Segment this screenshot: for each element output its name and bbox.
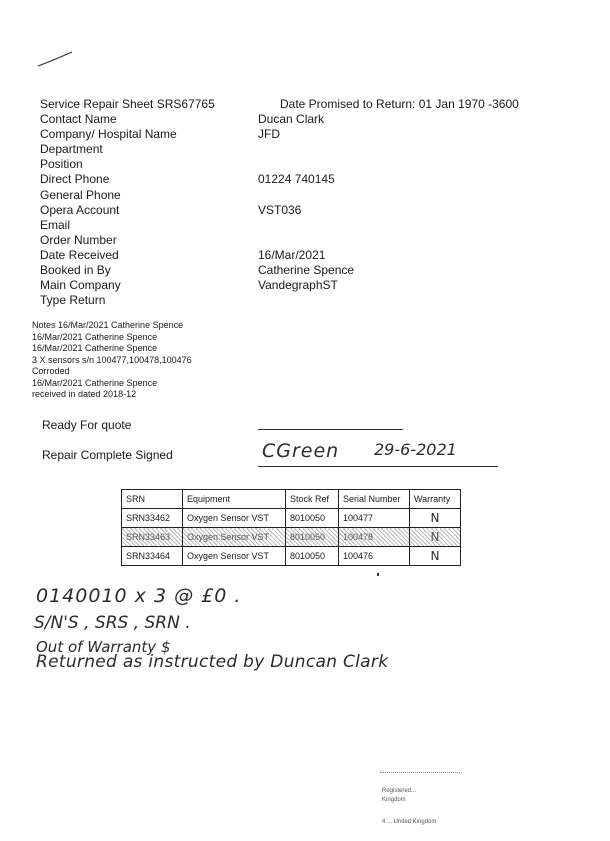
table-row (122, 509, 461, 528)
col-stock-ref: Stock Ref (286, 490, 339, 509)
field-label: Booked in By (40, 263, 111, 277)
cell-equipment: Oxygen Sensor VST (183, 547, 286, 566)
field-label: Direct Phone (40, 172, 110, 186)
col-serial-number: Serial Number (339, 490, 410, 509)
cell-stock-ref: 8010050 (286, 547, 339, 566)
field-label: Main Company (40, 278, 121, 292)
cell-warranty: N (410, 528, 461, 547)
cell-srn: SRN33463 (122, 528, 183, 547)
note-line: Notes 16/Mar/2021 Catherine Spence (32, 320, 184, 330)
cell-equipment: Oxygen Sensor VST (183, 528, 286, 547)
col-warranty: Warranty (410, 490, 461, 509)
equipment-table (121, 489, 461, 566)
cell-equipment: Oxygen Sensor VST (183, 509, 286, 528)
handwritten-line-1: 0140010 x 3 @ £0 . (36, 585, 242, 607)
footer-line-3: 4 ... United Kingdom (382, 819, 437, 825)
field-value: JFD (258, 127, 280, 141)
signature-line (258, 466, 498, 467)
handwritten-line-3: Out of Warranty $ (36, 638, 171, 656)
field-label: Email (40, 218, 71, 232)
footer-line (380, 772, 460, 773)
sheet-title: Service Repair Sheet SRS67765 (40, 97, 215, 111)
field-label: Type Return (40, 293, 106, 307)
cell-stock-ref: 8010050 (286, 509, 339, 528)
field-value: VST036 (258, 203, 302, 217)
cell-srn: SRN33464 (122, 547, 183, 566)
cell-serial: 100477 (339, 509, 410, 528)
field-value: Ducan Clark (258, 112, 325, 126)
field-label: Contact Name (40, 112, 117, 126)
field-label: Date Received (40, 248, 119, 262)
note-line: received in dated 2018-12 (32, 389, 137, 399)
table-header-row (122, 490, 461, 509)
col-equipment: Equipment (183, 490, 286, 509)
repair-signature: CGreen (262, 440, 340, 462)
handwritten-line-4: Returned as instructed by Duncan Clark (36, 652, 389, 672)
cell-srn: SRN33462 (122, 509, 183, 528)
note-line: 16/Mar/2021 Catherine Spence (32, 343, 158, 353)
note-line: 3 X sensors s/n 100477,100478,100476 (32, 354, 192, 365)
cell-serial: 100478 (339, 528, 410, 547)
note-line: 16/Mar/2021 Catherine Spence (32, 331, 158, 342)
repair-complete-label: Repair Complete Signed (42, 448, 173, 462)
repair-date: 29-6-2021 (374, 440, 457, 459)
pen-mark (36, 48, 76, 70)
footer-line-1: Registered... (382, 788, 417, 794)
footer-line-2: Kingdom (382, 797, 406, 803)
field-value: 01224 740145 (258, 172, 335, 186)
note-line: Corroded (32, 366, 70, 376)
field-label: Company/ Hospital Name (40, 127, 177, 141)
field-label: General Phone (40, 188, 121, 202)
field-value: VandegraphST (258, 278, 338, 292)
cell-warranty: N (410, 509, 461, 528)
table-row (122, 547, 461, 566)
cell-serial: 100476 (339, 547, 410, 566)
field-label: Opera Account (40, 203, 120, 217)
field-label: Department (40, 142, 103, 156)
stray-mark (377, 573, 379, 576)
date-promised: Date Promised to Return: 01 Jan 1970 -3600 (280, 97, 519, 111)
cell-warranty: N (410, 547, 461, 566)
cell-stock-ref: 8010050 (286, 528, 339, 547)
handwritten-line-2: S/N'S , SRS , SRN . (34, 613, 191, 633)
field-value: 16/Mar/2021 (258, 248, 326, 262)
table-row (122, 528, 461, 547)
ready-for-quote-line (258, 429, 403, 430)
field-label: Position (40, 157, 83, 171)
note-line: 16/Mar/2021 Catherine Spence (32, 377, 158, 388)
ready-for-quote-label: Ready For quote (42, 418, 132, 432)
field-value: Catherine Spence (258, 263, 355, 277)
notes-block (32, 320, 192, 401)
field-label: Order Number (40, 233, 117, 247)
col-srn: SRN (122, 490, 183, 509)
